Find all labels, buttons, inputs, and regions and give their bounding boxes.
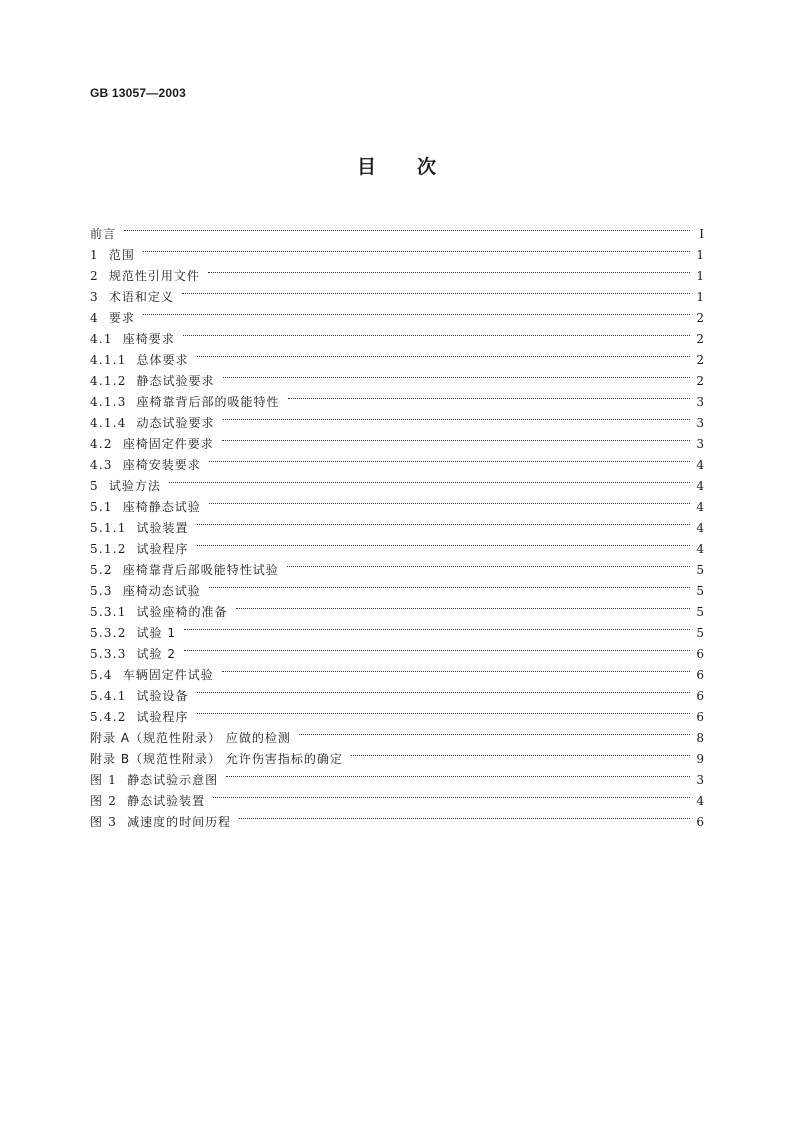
toc-entry-number: 5.3 <box>90 584 113 598</box>
toc-entry-page: 2 <box>696 311 704 325</box>
toc-entry-number: 5.2 <box>90 563 113 577</box>
toc-entry[interactable] <box>90 238 704 262</box>
toc-entry-number: 4.2 <box>90 437 113 451</box>
toc-entry-title: 试验座椅的准备 <box>136 605 228 619</box>
document-code: GB 13057—2003 <box>90 86 186 100</box>
toc-entry-page: 1 <box>696 248 704 262</box>
toc-entry-page: 1 <box>696 269 704 283</box>
toc-entry-number: 4.1.3 <box>90 395 127 409</box>
toc-entry-title: 座椅靠背后部吸能特性试验 <box>122 563 279 577</box>
toc-entry[interactable] <box>90 637 704 661</box>
toc-entry-page: 6 <box>696 668 704 682</box>
toc-leader-dots <box>143 301 690 322</box>
toc-leader-dots <box>197 343 690 364</box>
toc-leader-dots <box>182 280 690 301</box>
toc-entry[interactable] <box>90 259 704 283</box>
toc-entry-number: 5.3.2 <box>90 626 127 640</box>
toc-entry-page: 3 <box>696 437 704 451</box>
toc-entry-page: 3 <box>696 773 704 787</box>
toc-entry-number: 4.1.4 <box>90 416 127 430</box>
toc-entry-page: 3 <box>696 416 704 430</box>
toc-leader-dots <box>223 406 690 427</box>
toc-entry-number: 5 <box>90 479 99 493</box>
toc-entry-title: 总体要求 <box>136 353 189 367</box>
toc-leader-dots <box>287 553 690 574</box>
toc-entry-page: 2 <box>696 332 704 346</box>
toc-entry-title: 座椅固定件要求 <box>122 437 214 451</box>
toc-leader-dots <box>351 742 690 763</box>
toc-leader-dots <box>124 217 690 238</box>
toc-entry-number: 5.4.2 <box>90 710 127 724</box>
toc-entry-title: 静态试验要求 <box>136 374 215 388</box>
toc-leader-dots <box>213 784 690 805</box>
toc-entry-page: 5 <box>696 626 704 640</box>
toc-entry-page: 4 <box>696 542 704 556</box>
toc-entry-page: 6 <box>696 689 704 703</box>
toc-leader-dots <box>197 532 690 553</box>
toc-entry-page: 9 <box>696 752 704 766</box>
toc-entry-title: 座椅静态试验 <box>122 500 201 514</box>
toc-entry-number: 5.4 <box>90 668 113 682</box>
toc-entry-number: 图 3 <box>90 815 118 829</box>
toc-entry-page: 6 <box>696 815 704 829</box>
toc-entry-number: 5.1.2 <box>90 542 127 556</box>
toc-leader-dots <box>226 763 690 784</box>
toc-leader-dots <box>239 805 690 826</box>
toc-entry-number: 4.1 <box>90 332 113 346</box>
toc-leader-dots <box>209 574 690 595</box>
toc-leader-dots <box>197 700 690 721</box>
table-of-contents <box>90 217 704 829</box>
toc-entry-number: 5.1 <box>90 500 113 514</box>
toc-entry-page: 5 <box>696 584 704 598</box>
toc-entry[interactable] <box>90 490 704 514</box>
toc-entry-page: 4 <box>696 500 704 514</box>
toc-entry-page: 2 <box>696 353 704 367</box>
toc-entry-number: 3 <box>90 290 99 304</box>
toc-entry-title: 规范性引用文件 <box>108 269 200 283</box>
toc-entry-title: 要求 <box>108 311 135 325</box>
toc-entry-page: 4 <box>696 521 704 535</box>
toc-leader-dots <box>143 238 690 259</box>
toc-entry-title: 车辆固定件试验 <box>122 668 214 682</box>
toc-entry-title: 试验 2 <box>136 647 176 661</box>
toc-leader-dots <box>236 595 690 616</box>
toc-entry-number: 4 <box>90 311 99 325</box>
toc-entry-number: 5.1.1 <box>90 521 127 535</box>
toc-entry-number: 5.3.3 <box>90 647 127 661</box>
title-char-2: 次 <box>417 156 438 178</box>
toc-entry-number: 4.1.1 <box>90 353 127 367</box>
toc-entry[interactable] <box>90 217 704 241</box>
toc-leader-dots <box>209 490 690 511</box>
toc-entry-number: 1 <box>90 248 99 262</box>
toc-entry-title: 动态试验要求 <box>136 416 215 430</box>
toc-entry-title: 附录 B（规范性附录） 允许伤害指标的确定 <box>90 752 343 766</box>
toc-leader-dots <box>184 616 690 637</box>
toc-entry-page: 1 <box>696 290 704 304</box>
toc-entry-page: 5 <box>696 605 704 619</box>
toc-entry-title: 试验程序 <box>136 542 189 556</box>
toc-entry-title: 范围 <box>108 248 135 262</box>
toc-entry[interactable] <box>90 469 704 493</box>
toc-entry-page: 4 <box>696 794 704 808</box>
toc-leader-dots <box>197 511 690 532</box>
toc-entry-title: 前言 <box>90 227 117 241</box>
toc-leader-dots <box>222 427 690 448</box>
toc-leader-dots <box>288 385 690 406</box>
toc-entry-page: 4 <box>696 458 704 472</box>
toc-entry[interactable] <box>90 322 704 346</box>
toc-entry-title: 试验方法 <box>108 479 161 493</box>
toc-entry-title: 试验装置 <box>136 521 189 535</box>
toc-entry-page: 2 <box>696 374 704 388</box>
toc-entry-page: 6 <box>696 710 704 724</box>
toc-entry-title: 试验设备 <box>136 689 189 703</box>
toc-leader-dots <box>222 658 690 679</box>
toc-entry-page: 4 <box>696 479 704 493</box>
toc-leader-dots <box>209 448 690 469</box>
page-title <box>0 152 794 179</box>
toc-leader-dots <box>197 679 690 700</box>
toc-leader-dots <box>184 637 690 658</box>
toc-entry-page: 8 <box>696 731 704 745</box>
toc-entry-number: 图 1 <box>90 773 118 787</box>
toc-entry[interactable] <box>90 658 704 682</box>
toc-leader-dots <box>299 721 690 742</box>
toc-entry-title: 座椅靠背后部的吸能特性 <box>136 395 280 409</box>
toc-leader-dots <box>183 322 690 343</box>
toc-entry-title: 座椅要求 <box>122 332 175 346</box>
toc-entry-title: 附录 A（规范性附录） 应做的检测 <box>90 731 291 745</box>
toc-entry-title: 试验 1 <box>136 626 176 640</box>
toc-leader-dots <box>208 259 690 280</box>
toc-entry[interactable] <box>90 301 704 325</box>
toc-entry-number: 2 <box>90 269 99 283</box>
toc-entry[interactable] <box>90 280 704 304</box>
toc-entry-title: 座椅安装要求 <box>122 458 201 472</box>
toc-entry-page: I <box>699 227 704 241</box>
toc-entry[interactable] <box>90 343 704 367</box>
toc-entry-title: 座椅动态试验 <box>122 584 201 598</box>
toc-entry-title: 试验程序 <box>136 710 189 724</box>
title-char-1: 目 <box>356 156 377 178</box>
toc-entry-title: 减速度的时间历程 <box>127 815 232 829</box>
toc-entry-title: 术语和定义 <box>108 290 174 304</box>
toc-entry-number: 5.3.1 <box>90 605 127 619</box>
toc-entry-number: 5.4.1 <box>90 689 127 703</box>
toc-entry-page: 3 <box>696 395 704 409</box>
toc-entry-number: 图 2 <box>90 794 118 808</box>
toc-entry-title: 静态试验示意图 <box>127 773 219 787</box>
toc-entry-title: 静态试验装置 <box>127 794 206 808</box>
toc-leader-dots <box>169 469 690 490</box>
toc-entry-page: 5 <box>696 563 704 577</box>
toc-entry-number: 4.3 <box>90 458 113 472</box>
toc-entry-number: 4.1.2 <box>90 374 127 388</box>
toc-leader-dots <box>223 364 690 385</box>
toc-entry-page: 6 <box>696 647 704 661</box>
